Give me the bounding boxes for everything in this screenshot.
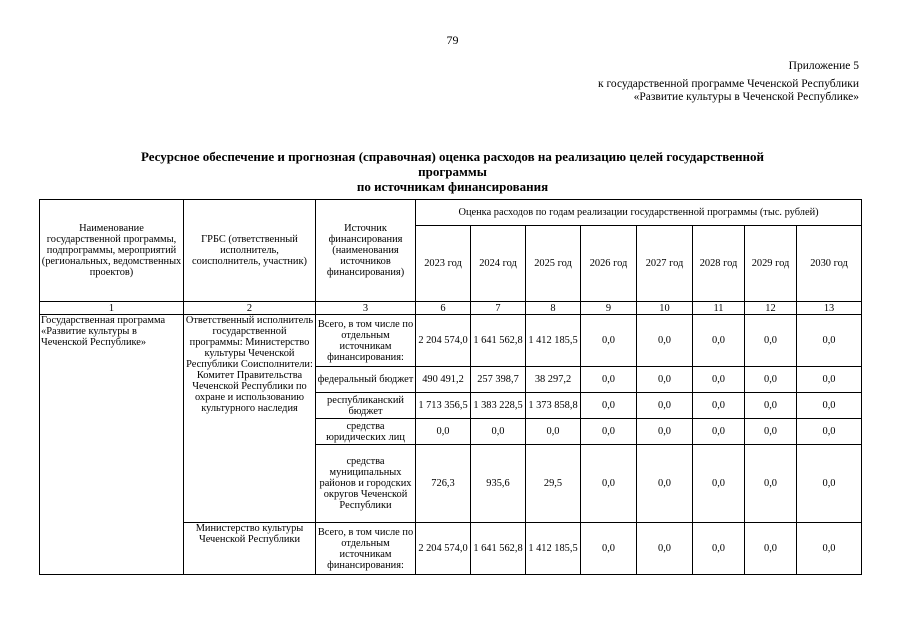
value-cell: 0,0	[745, 367, 797, 393]
source-cell: Всего, в том числе по отдельным источникам финансирования:	[316, 315, 416, 367]
value-cell: 0,0	[797, 523, 862, 575]
value-cell: 0,0	[797, 315, 862, 367]
table-row	[40, 315, 862, 367]
value-cell: 2 204 574,0	[416, 523, 471, 575]
source-cell: средства муниципальных районов и городских округов Чеченской Республики	[316, 445, 416, 523]
value-cell: 0,0	[526, 419, 581, 445]
value-cell: 1 641 562,8	[471, 523, 526, 575]
column-number: 3	[316, 302, 416, 315]
value-cell: 0,0	[745, 315, 797, 367]
header-year: 2028 год	[693, 226, 745, 302]
source-cell: Всего, в том числе по отдельным источникам финансирования:	[316, 523, 416, 575]
document-title-line-2: программы	[418, 164, 487, 179]
program-name-cell: Государственная программа «Развитие культуры в Чеченской Республике»	[40, 315, 184, 575]
header-grbs: ГРБС (ответственный исполнитель, соисполнитель, участник)	[184, 200, 316, 302]
value-cell: 0,0	[581, 315, 637, 367]
value-cell: 1 373 858,8	[526, 393, 581, 419]
value-cell: 0,0	[797, 393, 862, 419]
value-cell: 726,3	[416, 445, 471, 523]
column-number: 13	[797, 302, 862, 315]
value-cell: 0,0	[745, 419, 797, 445]
column-number: 8	[526, 302, 581, 315]
value-cell: 0,0	[581, 445, 637, 523]
value-cell: 0,0	[637, 393, 693, 419]
value-cell: 490 491,2	[416, 367, 471, 393]
value-cell: 2 204 574,0	[416, 315, 471, 367]
header-estimate: Оценка расходов по годам реализации государственной программы (тыс. рублей)	[416, 200, 862, 226]
value-cell: 1 412 185,5	[526, 523, 581, 575]
document-title-line-1: Ресурсное обеспечение и прогнозная (справочная) оценка расходов на реализацию целей государственной	[140, 149, 765, 164]
value-cell: 0,0	[581, 393, 637, 419]
column-number: 10	[637, 302, 693, 315]
column-number: 6	[416, 302, 471, 315]
header-row	[40, 200, 862, 226]
value-cell: 0,0	[745, 393, 797, 419]
value-cell: 0,0	[693, 419, 745, 445]
grbs-second-cell: Министерство культуры Чеченской Республики	[184, 523, 316, 575]
grbs-main-cell: Ответственный исполнитель государственной программы: Министерство культуры Чеченской Республики Соисполнители: Комитет Правительства Чеченской Республики по охране и использованию культурного наследия	[184, 315, 316, 523]
column-number: 2	[184, 302, 316, 315]
header-year: 2026 год	[581, 226, 637, 302]
value-cell: 0,0	[416, 419, 471, 445]
header-year: 2029 год	[745, 226, 797, 302]
source-cell: средства юридических лиц	[316, 419, 416, 445]
value-cell: 0,0	[745, 445, 797, 523]
value-cell: 0,0	[797, 419, 862, 445]
header-year: 2027 год	[637, 226, 693, 302]
value-cell: 0,0	[693, 445, 745, 523]
value-cell: 935,6	[471, 445, 526, 523]
value-cell: 29,5	[526, 445, 581, 523]
value-cell: 1 412 185,5	[526, 315, 581, 367]
value-cell: 0,0	[797, 445, 862, 523]
value-cell: 0,0	[745, 523, 797, 575]
appendix-title: Приложение 5	[788, 60, 859, 72]
column-number: 12	[745, 302, 797, 315]
header-year: 2024 год	[471, 226, 526, 302]
value-cell: 0,0	[637, 315, 693, 367]
document-title-line-3: по источникам финансирования	[356, 179, 549, 194]
column-number-row	[40, 302, 862, 315]
value-cell: 0,0	[637, 445, 693, 523]
value-cell: 1 641 562,8	[471, 315, 526, 367]
source-cell: федеральный бюджет	[316, 367, 416, 393]
value-cell: 0,0	[693, 367, 745, 393]
value-cell: 1 713 356,5	[416, 393, 471, 419]
value-cell: 0,0	[797, 367, 862, 393]
appendix-line-2: «Развитие культуры в Чеченской Республике»	[633, 91, 859, 103]
page-number: 79	[446, 33, 459, 47]
value-cell: 0,0	[637, 367, 693, 393]
header-year: 2025 год	[526, 226, 581, 302]
value-cell: 257 398,7	[471, 367, 526, 393]
column-number: 1	[40, 302, 184, 315]
value-cell: 0,0	[581, 523, 637, 575]
header-program: Наименование государственной программы, подпрограммы, мероприятий (региональных, ведомственных проектов)	[40, 200, 184, 302]
appendix-line-1: к государственной программе Чеченской Республики	[598, 78, 859, 90]
column-number: 11	[693, 302, 745, 315]
header-source: Источник финансирования (наименования источников финансирования)	[316, 200, 416, 302]
value-cell: 0,0	[637, 419, 693, 445]
appendix-block	[598, 60, 859, 104]
resource-table	[39, 199, 862, 575]
value-cell: 0,0	[693, 315, 745, 367]
value-cell: 0,0	[693, 393, 745, 419]
column-number: 7	[471, 302, 526, 315]
document-title	[60, 149, 845, 194]
header-year: 2030 год	[797, 226, 862, 302]
value-cell: 38 297,2	[526, 367, 581, 393]
value-cell: 1 383 228,5	[471, 393, 526, 419]
source-cell: республиканский бюджет	[316, 393, 416, 419]
value-cell: 0,0	[581, 367, 637, 393]
header-year: 2023 год	[416, 226, 471, 302]
value-cell: 0,0	[581, 419, 637, 445]
value-cell: 0,0	[471, 419, 526, 445]
column-number: 9	[581, 302, 637, 315]
value-cell: 0,0	[693, 523, 745, 575]
value-cell: 0,0	[637, 523, 693, 575]
